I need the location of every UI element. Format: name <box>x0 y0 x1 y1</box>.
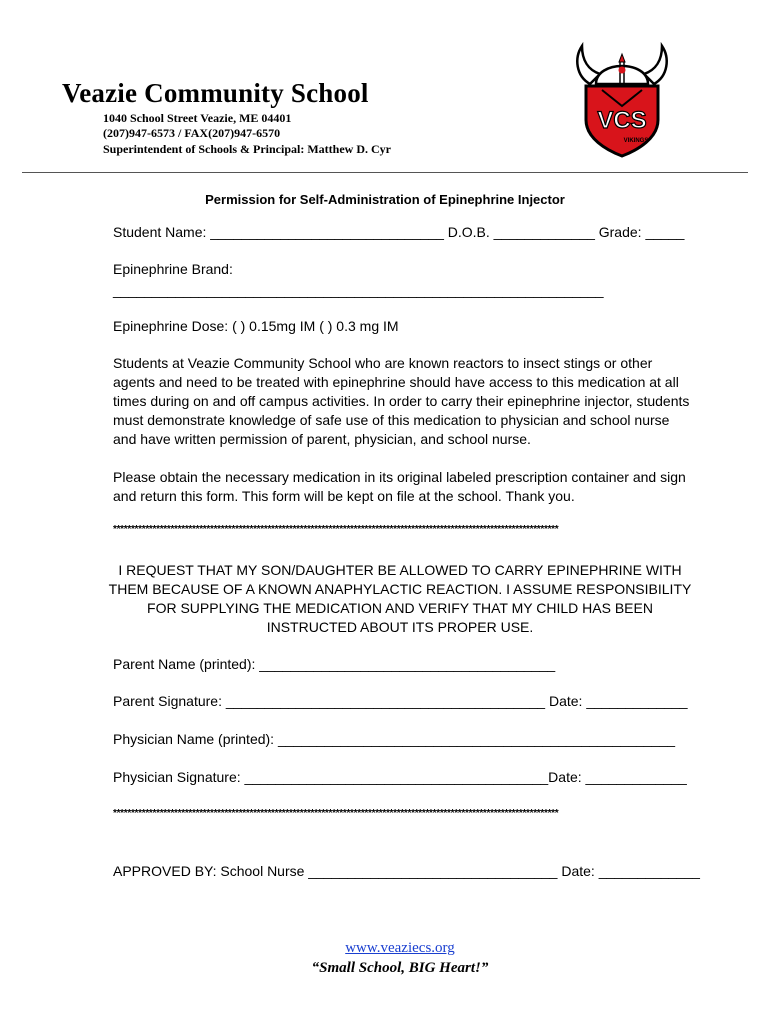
separator-bottom: **************************************************************************************************************************** <box>113 808 559 819</box>
school-tagline: “Small School, BIG Heart!” <box>311 960 489 976</box>
eligibility-paragraph: Students at Veazie Community School who are known reactors to insect stings or other agents and need to be treated with epinephrine should have access to this medication at all times during on and off campus activities. In order to carry their epinephrine injector, students must demonstrate knowledge of safe use of this medication to physician and school nurse and have written permission of parent, physician, and school nurse. <box>113 355 690 447</box>
brand-label: Epinephrine Brand: <box>113 261 233 277</box>
school-phone-fax: (207)947-6573 / FAX(207)947-6570 <box>103 126 281 140</box>
physician-signature-field[interactable]: Physician Signature: _______________________________________Date: _____________ <box>113 769 687 785</box>
physician-name-field[interactable]: Physician Name (printed): ___________________________________________________ <box>113 731 676 747</box>
logo-subtext: VIKINGS <box>623 138 649 144</box>
website-link[interactable]: www.veaziecs.org <box>345 940 455 956</box>
parent-name-field[interactable]: Parent Name (printed): ______________________________________ <box>113 656 556 672</box>
student-info-line[interactable]: Student Name: ______________________________ D.O.B. _____________ Grade: _____ <box>113 224 685 240</box>
school-address: 1040 School Street Veazie, ME 04401 <box>103 111 292 125</box>
school-logo <box>572 40 672 158</box>
header-divider <box>22 172 748 173</box>
nurse-approval-field[interactable]: APPROVED BY: School Nurse ________________________________ Date: _____________ <box>113 863 700 879</box>
form-title: Permission for Self-Administration of Epinephrine Injector <box>205 192 565 207</box>
parent-signature-field[interactable]: Parent Signature: _________________________________________ Date: _____________ <box>113 693 688 709</box>
parent-request-statement: I REQUEST THAT MY SON/DAUGHTER BE ALLOWED TO CARRY EPINEPHRINE WITH THEM BECAUSE OF A KNOWN ANAPHYLACTIC REACTION. I ASSUME RESPONSIBILITY FOR SUPPLYING THE MEDICATION AND VERIFY THAT MY CHILD HAS BEEN INSTRUCTED ABOUT ITS PROPER USE. <box>108 562 692 635</box>
school-name: Veazie Community School <box>62 78 369 108</box>
logo-text: VCS <box>597 107 647 134</box>
instructions-paragraph: Please obtain the necessary medication in its original labeled prescription container and sign and return this form. This form will be kept on file at the school. Thank you. <box>113 469 686 504</box>
dose-options[interactable]: Epinephrine Dose: ( ) 0.15mg IM ( ) 0.3 mg IM <box>113 318 399 334</box>
brand-field[interactable]: _______________________________________________________________ <box>113 282 604 298</box>
superintendent-line: Superintendent of Schools & Principal: Matthew D. Cyr <box>103 142 391 156</box>
separator-top: **************************************************************************************************************************** <box>113 524 559 535</box>
